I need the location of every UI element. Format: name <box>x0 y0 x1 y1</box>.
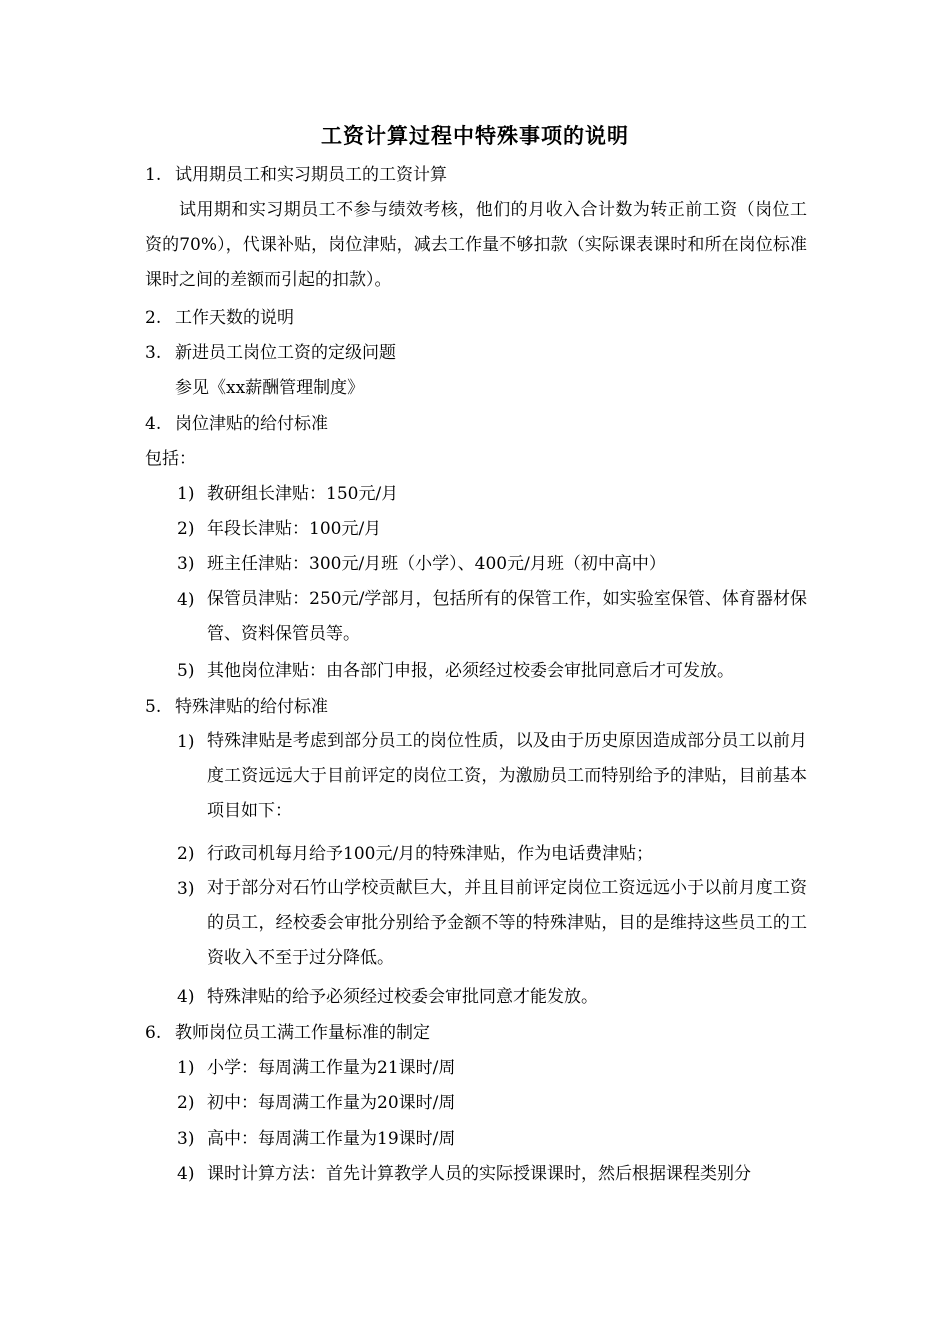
section-heading: 特殊津贴的给付标准 <box>175 697 328 717</box>
item-number: 2) <box>177 519 195 539</box>
section-number: 4. <box>145 414 162 434</box>
section-heading: 新进员工岗位工资的定级问题 <box>175 343 396 363</box>
document-title: 工资计算过程中特殊事项的说明 <box>321 123 629 148</box>
item-number: 5) <box>177 661 195 681</box>
list-item: 初中：每周满工作量为20课时/周 <box>207 1093 456 1113</box>
section-heading: 教师岗位员工满工作量标准的制定 <box>175 1023 430 1043</box>
list-item: 特殊津贴是考虑到部分员工的岗位性质，以及由于历史原因造成部分员工以前月度工资远远大于目前评定的岗位工资，为激励员工而特别给予的津贴，目前基本项目如下： <box>207 731 807 821</box>
list-item: 保管员津贴：250元/学部月，包括所有的保管工作，如实验室保管、体育器材保管、资料保管员等。 <box>207 589 807 644</box>
section-heading: 工作天数的说明 <box>175 308 294 328</box>
list-item: 对于部分对石竹山学校贡献巨大，并且目前评定岗位工资远远小于以前月度工资的员工，经校委会审批分别给予金额不等的特殊津贴，目的是维持这些员工的工资收入不至于过分降低。 <box>207 878 807 968</box>
intro-text: 包括： <box>145 449 196 469</box>
list-item: 课时计算方法：首先计算教学人员的实际授课课时，然后根据课程类别分 <box>207 1164 751 1184</box>
list-item: 年段长津贴：100元/月 <box>207 519 382 539</box>
list-item: 小学：每周满工作量为21课时/周 <box>207 1058 456 1078</box>
paragraph: 试用期和实习期员工不参与绩效考核，他们的月收入合计数为转正前工资（岗位工资的70%），代课补贴，岗位津贴，减去工作量不够扣款（实际课表课时和所在岗位标准课时之间的差额而引起的扣款）。 <box>145 200 807 290</box>
section-number: 5. <box>145 697 162 717</box>
item-number: 1) <box>177 484 195 504</box>
item-number: 4) <box>177 1164 195 1184</box>
list-item: 特殊津贴的给予必须经过校委会审批同意才能发放。 <box>207 987 598 1007</box>
item-number: 1) <box>177 1058 195 1078</box>
section-number: 2. <box>145 308 162 328</box>
list-item: 其他岗位津贴：由各部门申报，必须经过校委会审批同意后才可发放。 <box>207 661 734 681</box>
section-number: 3. <box>145 343 162 363</box>
item-number: 3) <box>177 879 195 899</box>
list-item: 行政司机每月给予100元/月的特殊津贴，作为电话费津贴； <box>207 844 654 864</box>
item-number: 2) <box>177 844 195 864</box>
item-number: 4) <box>177 590 195 610</box>
item-number: 1) <box>177 732 195 752</box>
item-number: 3) <box>177 1129 195 1149</box>
list-item: 教研组长津贴：150元/月 <box>207 484 399 504</box>
section-heading: 岗位津贴的给付标准 <box>175 414 328 434</box>
section-number: 6. <box>145 1023 162 1043</box>
section-number: 1. <box>145 165 162 185</box>
item-number: 3) <box>177 554 195 574</box>
section-heading: 试用期员工和实习期员工的工资计算 <box>175 165 447 185</box>
item-number: 2) <box>177 1093 195 1113</box>
item-number: 4) <box>177 987 195 1007</box>
paragraph: 参见《xx薪酬管理制度》 <box>175 378 365 398</box>
list-item: 高中：每周满工作量为19课时/周 <box>207 1129 456 1149</box>
list-item: 班主任津贴：300元/月班（小学）、400元/月班（初中高中） <box>207 554 666 574</box>
